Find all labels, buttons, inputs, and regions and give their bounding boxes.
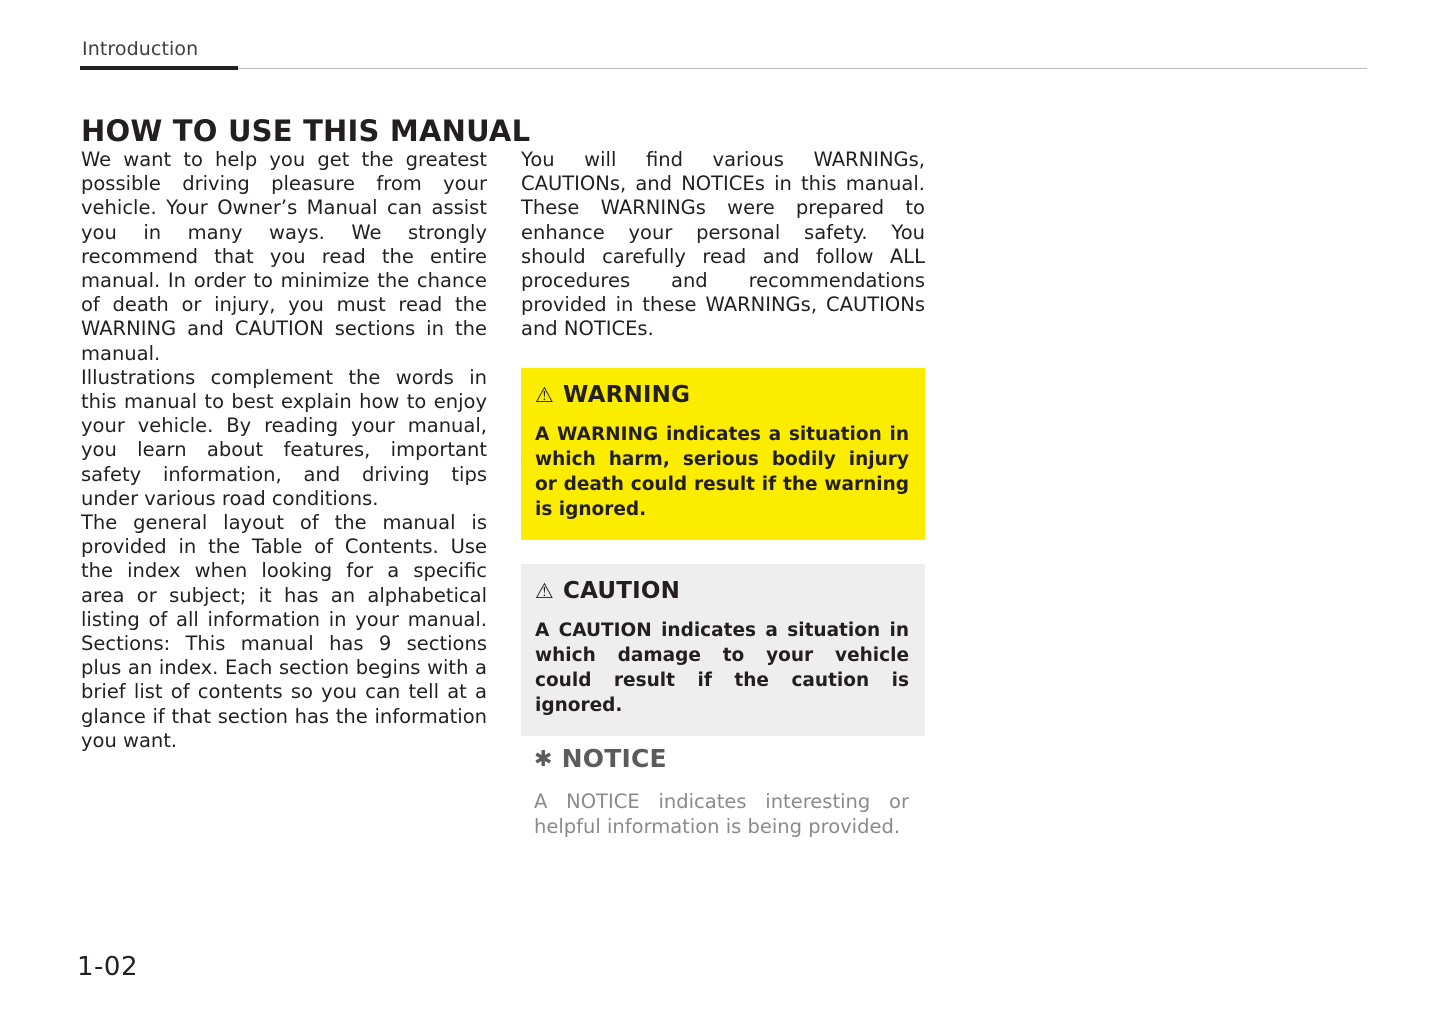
caution-triangle-icon: ⚠ (535, 578, 555, 603)
caution-callout (521, 564, 925, 736)
paragraph: You will find various WARNINGs, CAUTIONs, and NOTICEs in this manual. These WARNINGs were prepared to enhance your personal safety. You should carefully read and follow ALL procedures and recommendations provided in these WARNINGs, CAUTIONs and NOTICEs. (521, 148, 925, 341)
asterisk-icon: ✱ (534, 746, 553, 772)
notice-callout-body: A NOTICE indicates interesting or helpful information is being provided. (534, 790, 909, 838)
paragraph: Illustrations complement the words in this manual to best explain how to enjoy your vehicle. By reading your manual, you learn about features, important safety information, and driving tips under various road conditions. (81, 365, 487, 510)
notice-callout-header (534, 744, 909, 773)
page-header (80, 38, 1367, 72)
header-rule-dark (80, 66, 238, 70)
section-label: Introduction (82, 38, 199, 60)
notice-callout (521, 744, 925, 839)
warning-triangle-icon: ⚠ (535, 382, 555, 407)
caution-callout-title: CAUTION (563, 578, 681, 604)
warning-callout-header (535, 382, 909, 408)
paragraph: We want to help you get the greatest possible driving pleasure from your vehicle. Your Owner’s Manual can assist you in many ways. We strongly recommend that you read the entire manual. In order to minimize the chance of death or injury, you must read the WARNING and CAUTION sections in the manual. (81, 148, 487, 365)
warning-callout (521, 368, 925, 540)
notice-callout-title: NOTICE (561, 744, 667, 773)
header-rule-light (238, 68, 1367, 69)
caution-callout-body: A CAUTION indicates a situation in which damage to your vehicle could result if the caution is ignored. (535, 620, 909, 716)
body-column-left (81, 148, 487, 753)
warning-callout-body: A WARNING indicates a situation in which harm, serious bodily injury or death could result if the warning is ignored. (535, 424, 909, 520)
page-number: 1-02 (77, 952, 139, 982)
page-title: HOW TO USE THIS MANUAL (81, 114, 531, 149)
body-column-right (521, 148, 925, 342)
paragraph: The general layout of the manual is provided in the Table of Contents. Use the index when looking for a specific area or subject; it has an alphabetical listing of all information in your manual. Sections: This manual has 9 sections plus an index. Each section begins with a brief list of contents so you can tell at a glance if that section has the information you want. (81, 511, 487, 752)
caution-callout-header (535, 578, 909, 604)
warning-callout-title: WARNING (563, 382, 691, 408)
